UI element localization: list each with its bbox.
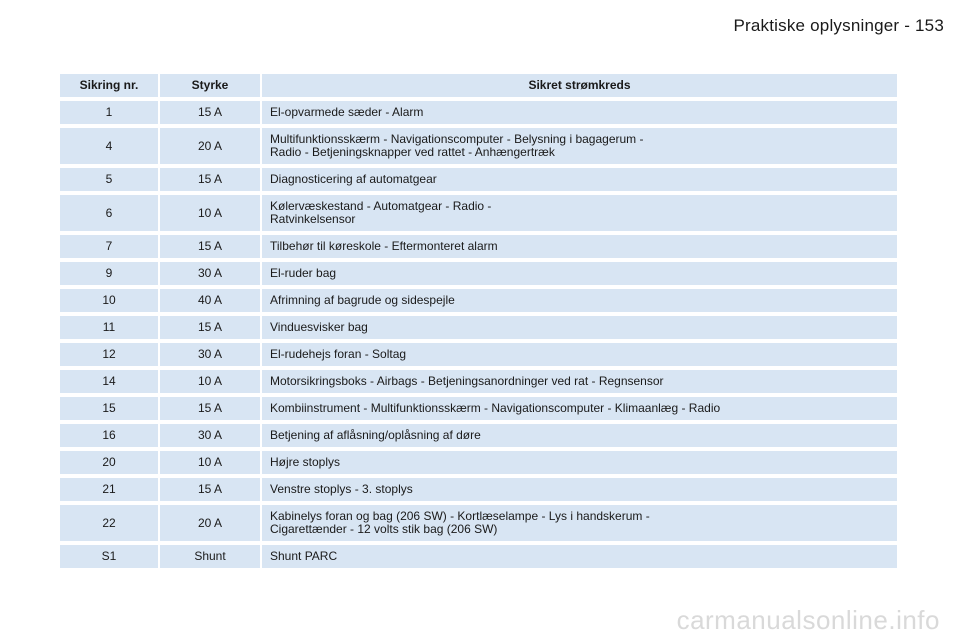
fuse-number-cell: S1 (60, 545, 158, 568)
table-row (60, 128, 897, 164)
protected-circuit-cell (262, 262, 897, 285)
fuse-number-cell: 9 (60, 262, 158, 285)
circuit-line: Kombiinstrument - Multifunktionsskærm - Navigationscomputer - Klimaanlæg - Radio (270, 401, 721, 415)
circuit-line: Motorsikringsboks - Airbags - Betjeningsanordninger ved rat - Regnsensor (270, 374, 664, 388)
circuit-line: El-opvarmede sæder - Alarm (270, 105, 424, 119)
fuse-number-cell: 14 (60, 370, 158, 393)
protected-circuit-cell (262, 289, 897, 312)
table-row (60, 343, 897, 366)
fuse-rating-cell: 30 A (160, 262, 260, 285)
fuse-number-cell: 7 (60, 235, 158, 258)
fuse-number-cell: 20 (60, 451, 158, 474)
table-row (60, 262, 897, 285)
fuse-rating-cell: 30 A (160, 343, 260, 366)
fuse-table (58, 70, 899, 572)
circuit-line: Shunt PARC (270, 549, 338, 563)
section-title: Praktiske oplysninger (733, 16, 900, 35)
table-row (60, 478, 897, 501)
fuse-number-cell: 4 (60, 128, 158, 164)
column-header-rating: Styrke (160, 74, 260, 97)
fuse-number-cell: 16 (60, 424, 158, 447)
circuit-line: Multifunktionsskærm - Navigationscomputer - Belysning i bagagerum - (270, 132, 644, 146)
circuit-line: Radio - Betjeningsknapper ved rattet - Anhængertræk (270, 145, 555, 159)
protected-circuit-cell (262, 168, 897, 191)
fuse-rating-cell: 15 A (160, 168, 260, 191)
circuit-line: Vinduesvisker bag (270, 320, 368, 334)
fuse-number-cell: 10 (60, 289, 158, 312)
fuse-rating-cell: 20 A (160, 128, 260, 164)
protected-circuit-cell (262, 370, 897, 393)
fuse-rating-cell: 15 A (160, 101, 260, 124)
fuse-number-cell: 12 (60, 343, 158, 366)
fuse-rating-cell: 15 A (160, 397, 260, 420)
protected-circuit-cell (262, 505, 897, 541)
protected-circuit-cell (262, 101, 897, 124)
fuse-rating-cell: 10 A (160, 451, 260, 474)
table-row (60, 424, 897, 447)
table-row (60, 370, 897, 393)
protected-circuit-cell (262, 128, 897, 164)
table-row (60, 397, 897, 420)
table-header-row (60, 74, 897, 97)
circuit-line: El-ruder bag (270, 266, 337, 280)
table-row (60, 101, 897, 124)
watermark: carmanualsonline.info (676, 605, 940, 635)
protected-circuit-cell (262, 316, 897, 339)
table-row (60, 316, 897, 339)
protected-circuit-cell (262, 424, 897, 447)
fuse-number-cell: 6 (60, 195, 158, 231)
circuit-line: Venstre stoplys - 3. stoplys (270, 482, 413, 496)
circuit-line: Kølervæskestand - Automatgear - Radio - (270, 199, 492, 213)
table-row (60, 289, 897, 312)
circuit-line: Afrimning af bagrude og sidespejle (270, 293, 455, 307)
circuit-line: Tilbehør til køreskole - Eftermonteret alarm (270, 239, 498, 253)
protected-circuit-cell (262, 451, 897, 474)
table-row (60, 505, 897, 541)
protected-circuit-cell (262, 235, 897, 258)
column-header-fuse-number: Sikring nr. (60, 74, 158, 97)
protected-circuit-cell (262, 478, 897, 501)
header-separator: - (904, 16, 911, 35)
fuse-rating-cell: 10 A (160, 195, 260, 231)
table-row (60, 451, 897, 474)
fuse-rating-cell: 20 A (160, 505, 260, 541)
fuse-number-cell: 5 (60, 168, 158, 191)
fuse-number-cell: 11 (60, 316, 158, 339)
circuit-line: Betjening af aflåsning/oplåsning af døre (270, 428, 481, 442)
fuse-rating-cell: Shunt (160, 545, 260, 568)
fuse-number-cell: 1 (60, 101, 158, 124)
fuse-rating-cell: 15 A (160, 478, 260, 501)
fuse-number-cell: 21 (60, 478, 158, 501)
fuse-table-body (60, 101, 897, 568)
table-row (60, 168, 897, 191)
fuse-rating-cell: 15 A (160, 235, 260, 258)
table-row (60, 195, 897, 231)
fuse-number-cell: 15 (60, 397, 158, 420)
page-number: 153 (915, 16, 944, 35)
circuit-line: Ratvinkelsensor (270, 212, 356, 226)
fuse-rating-cell: 30 A (160, 424, 260, 447)
protected-circuit-cell (262, 397, 897, 420)
protected-circuit-cell (262, 195, 897, 231)
table-row (60, 545, 897, 568)
table-row (60, 235, 897, 258)
fuse-rating-cell: 10 A (160, 370, 260, 393)
fuse-rating-cell: 15 A (160, 316, 260, 339)
protected-circuit-cell (262, 343, 897, 366)
circuit-line: Højre stoplys (270, 455, 341, 469)
fuse-rating-cell: 40 A (160, 289, 260, 312)
circuit-line: Cigarettænder - 12 volts stik bag (206 SW) (270, 522, 498, 536)
circuit-line: Diagnosticering af automatgear (270, 172, 437, 186)
fuse-number-cell: 22 (60, 505, 158, 541)
circuit-line: Kabinelys foran og bag (206 SW) - Kortlæselampe - Lys i handskerum - (270, 509, 650, 523)
column-header-circuit: Sikret strømkreds (262, 74, 897, 97)
protected-circuit-cell (262, 545, 897, 568)
page-header (734, 16, 945, 36)
circuit-line: El-rudehejs foran - Soltag (270, 347, 407, 361)
